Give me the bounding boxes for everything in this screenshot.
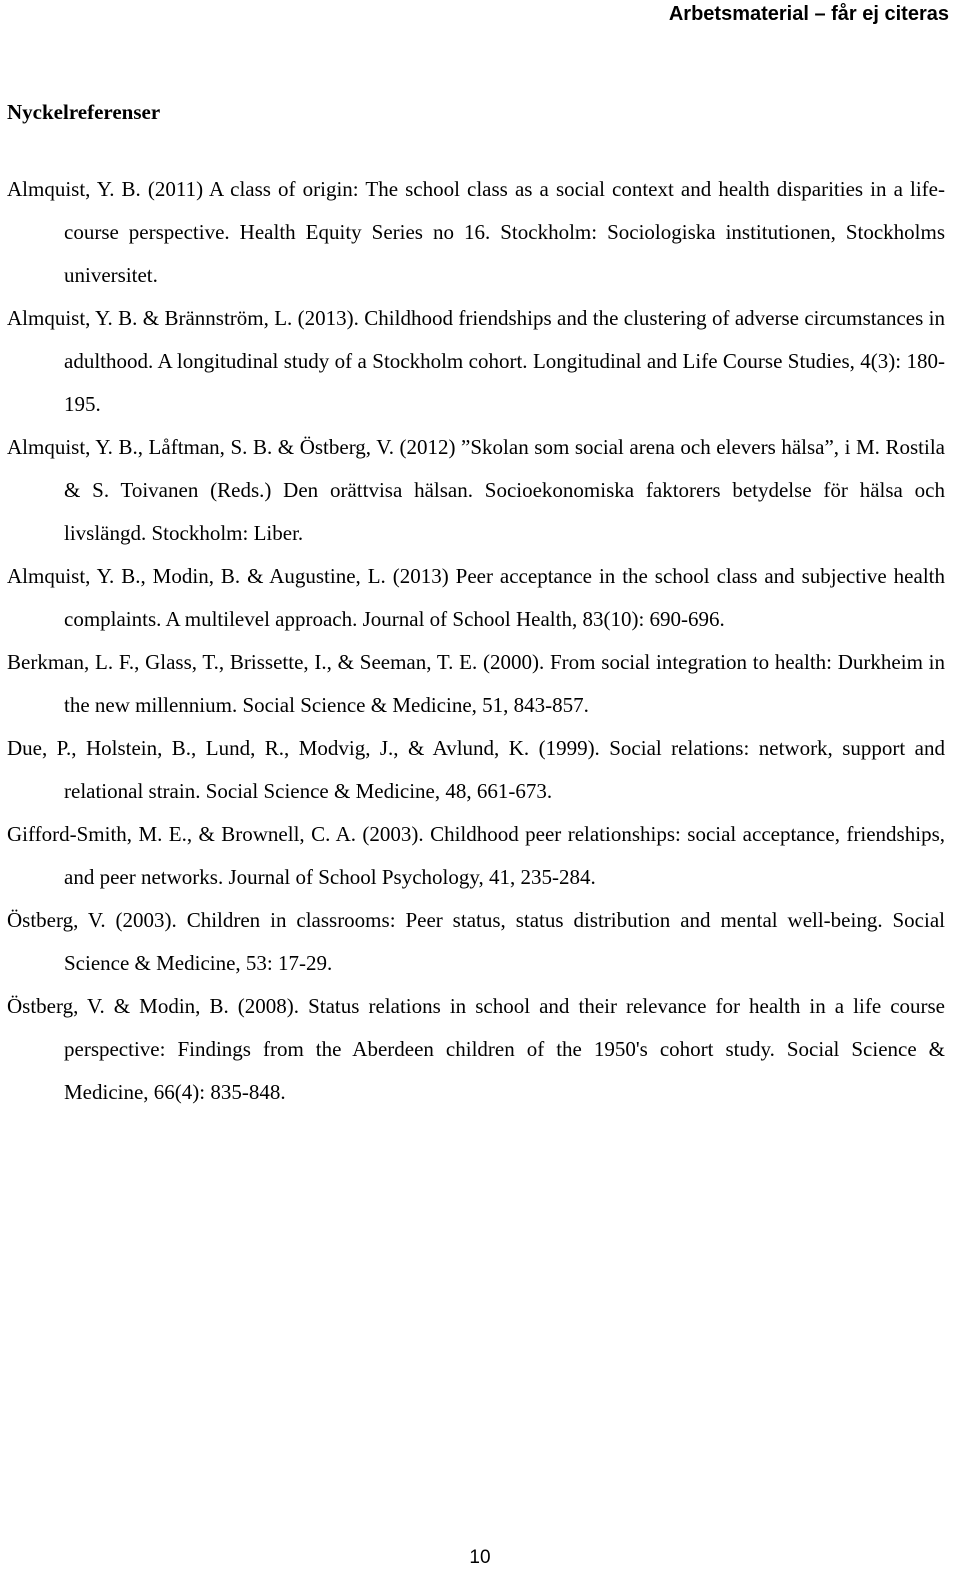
running-header: Arbetsmaterial – får ej citeras [668,3,949,25]
reference-item: Almquist, Y. B. & Brännström, L. (2013). Childhood friendships and the clustering of adverse circumstances in adulthood. A longitudinal study of a Stockholm cohort. Longitudinal and Life Course Studies, 4(3): 180-195. [7,306,945,416]
reference-item: Gifford-Smith, M. E., & Brownell, C. A. (2003). Childhood peer relationships: social acceptance, friendships, and peer networks. Journal of School Psychology, 41, 235-284. [7,822,945,889]
reference-item: Almquist, Y. B., Modin, B. & Augustine, L. (2013) Peer acceptance in the school class and subjective health complaints. A multilevel approach. Journal of School Health, 83(10): 690-696. [7,564,945,631]
reference-item: Due, P., Holstein, B., Lund, R., Modvig, J., & Avlund, K. (1999). Social relations: network, support and relational strain. Social Science & Medicine, 48, 661-673. [7,736,945,803]
reference-list [7,168,945,1114]
reference-item: Östberg, V. & Modin, B. (2008). Status relations in school and their relevance for health in a life course perspective: Findings from the Aberdeen children of the 1950's cohort study. Social Science & Medicine, 66(4): 835-848. [7,994,945,1104]
reference-item: Almquist, Y. B., Låftman, S. B. & Östberg, V. (2012) ”Skolan som social arena och elevers hälsa”, i M. Rostila & S. Toivanen (Reds.) Den orättvisa hälsan. Socioekonomiska faktorers betydelse för hälsa och livslängd. Stockholm: Liber. [7,435,945,545]
section-title: Nyckelreferenser [7,100,161,124]
page-number: 10 [469,1547,491,1568]
reference-item: Östberg, V. (2003). Children in classrooms: Peer status, status distribution and mental well-being. Social Science & Medicine, 53: 17-29. [7,908,945,975]
reference-item: Almquist, Y. B. (2011) A class of origin: The school class as a social context and health disparities in a life-course perspective. Health Equity Series no 16. Stockholm: Sociologiska institutionen, Stockholms universitet. [7,177,945,287]
reference-item: Berkman, L. F., Glass, T., Brissette, I., & Seeman, T. E. (2000). From social integration to health: Durkheim in the new millennium. Social Science & Medicine, 51, 843-857. [7,650,945,717]
